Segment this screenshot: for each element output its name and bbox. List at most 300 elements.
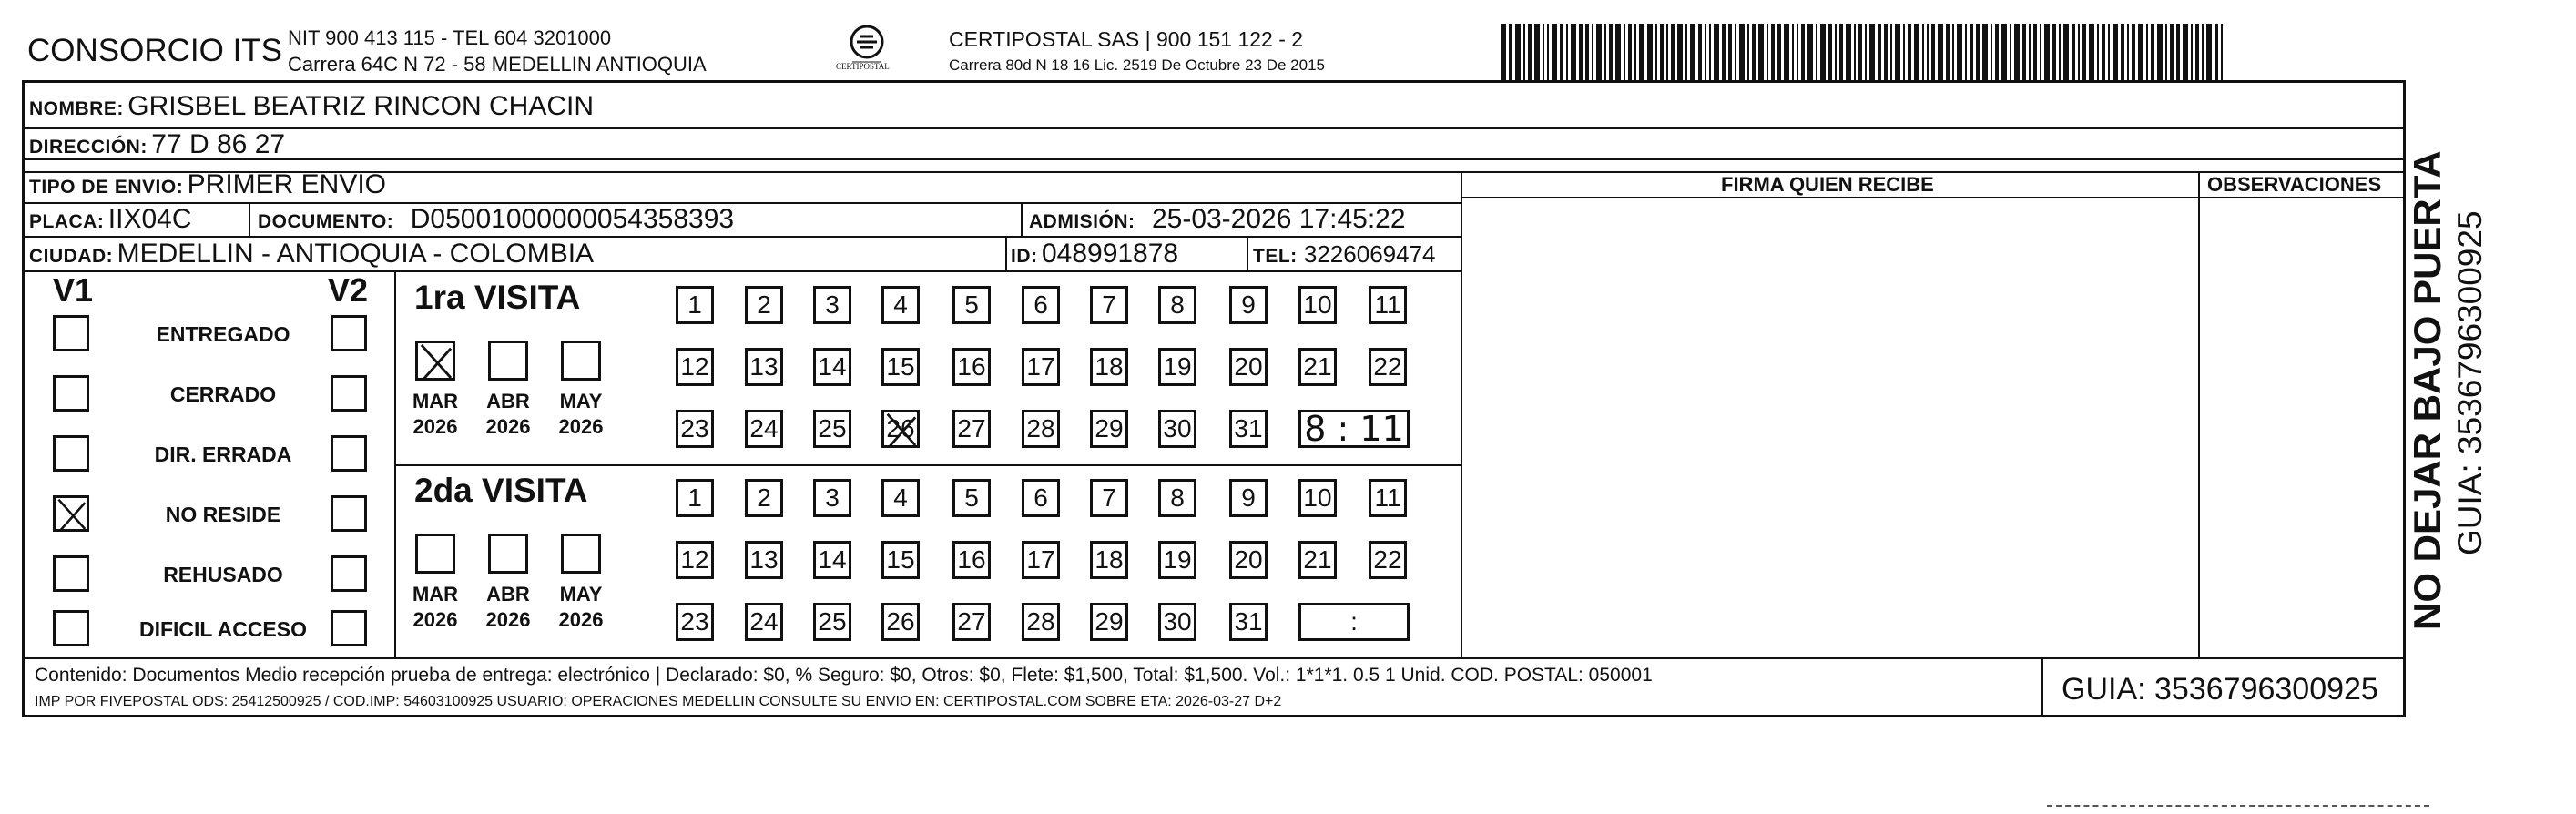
barcode-bar [2206, 24, 2212, 82]
recipient-name: GRISBEL BEATRIZ RINCON CHACIN [127, 91, 595, 121]
barcode-bar [1957, 24, 1962, 82]
visit-1-day-22[interactable] [1369, 348, 1407, 386]
barcode-bar [2022, 24, 2026, 82]
visit-1-month-checkbox[interactable] [415, 341, 455, 381]
barcode-bar [2127, 24, 2129, 82]
visit-2-day-26[interactable] [881, 603, 920, 641]
day-number: 10 [1303, 290, 1332, 319]
day-number: 22 [1373, 545, 1402, 574]
barcode-bar [1543, 24, 1544, 82]
v1-checkbox-dificil-acceso[interactable] [53, 610, 89, 646]
barcode-bar [1596, 24, 1602, 82]
visit-1-day-2[interactable] [745, 286, 783, 324]
visit-2-time-field[interactable] [1298, 603, 1410, 641]
barcode-bar [1938, 24, 1943, 82]
barcode-bar [1677, 24, 1683, 82]
visit-2-day-6[interactable] [1022, 479, 1060, 517]
carrier-logo [830, 22, 903, 80]
day-number: 3 [825, 483, 840, 512]
visit-2-day-15[interactable] [881, 541, 920, 579]
visit-1-day-21[interactable] [1298, 348, 1337, 386]
visit-2-day-29[interactable] [1090, 603, 1128, 641]
barcode-bar [2121, 24, 2124, 82]
visit-1-month-label: MAR [412, 390, 459, 412]
barcode-bar [1976, 24, 1980, 82]
day-number: 8 [1170, 483, 1185, 512]
visit-1-day-31[interactable] [1229, 410, 1268, 448]
visit-1-day-24[interactable] [745, 410, 783, 448]
day-number: 20 [1234, 545, 1263, 574]
day-number: 4 [893, 290, 908, 319]
barcode-bar [2165, 24, 2167, 82]
visit-2-month-checkbox[interactable] [561, 534, 601, 574]
barcode-bar [1747, 24, 1749, 82]
document-value: D05001000000054358393 [410, 204, 735, 234]
barcode-bar [1515, 24, 1521, 82]
visit-2-day-9[interactable] [1229, 479, 1268, 517]
barcode-bar [1634, 24, 1636, 82]
visit-1-day-3[interactable] [813, 286, 851, 324]
barcode-bar [1908, 24, 1911, 82]
side-guide-number: GUIA: 3536796300925 [2451, 210, 2489, 555]
visit-1-day-20[interactable] [1229, 348, 1268, 386]
barcode-bar [2132, 24, 2135, 82]
barcode-bar [1927, 24, 1929, 82]
barcode-bar [2102, 24, 2105, 82]
barcode-bar [2138, 24, 2143, 82]
check-mark-icon [418, 343, 453, 378]
company-nit: NIT 900 413 115 - TEL 604 3201000 [288, 26, 612, 49]
barcode-bar [1895, 24, 1900, 82]
barcode-bar [1914, 24, 1919, 82]
barcode-bar [1854, 24, 1856, 82]
barcode-bar [1792, 24, 1794, 82]
visit-2-month-label: MAY [559, 583, 603, 605]
visit-1-day-11[interactable] [1369, 286, 1407, 324]
shipment-type-row [29, 169, 386, 200]
barcode-bar [2044, 24, 2050, 82]
barcode-bar [1777, 24, 1781, 82]
document-label: DOCUMENTO: [258, 211, 394, 232]
day-number: 9 [1241, 290, 1256, 319]
barcode-bar [2052, 24, 2056, 82]
city-label: CIUDAD: [29, 246, 114, 267]
barcode-bar [1728, 24, 1732, 82]
visit-1-year-label: 2026 [558, 415, 604, 438]
barcode-bar [1739, 24, 1745, 82]
day-number: 6 [1033, 483, 1048, 512]
visit-2-year-label: 2026 [485, 608, 531, 631]
visit-2-year-label: 2026 [412, 608, 458, 631]
barcode-bar [1982, 24, 1988, 82]
visit-1-day-26[interactable] [881, 410, 920, 448]
v2-checkbox-dificil-acceso[interactable] [331, 610, 367, 646]
plate-value: IIX04C [107, 204, 192, 234]
visit-1-year-label: 2026 [485, 415, 531, 438]
barcode-bar [1965, 24, 1967, 82]
day-number: 20 [1234, 352, 1263, 381]
logo-caption: CERTIPOSTAL [836, 62, 890, 71]
status-option-label: CERRADO [169, 382, 277, 406]
barcode-bar [1839, 24, 1843, 82]
barcode-bar [1931, 24, 1935, 82]
barcode-bar [1609, 24, 1613, 82]
visit-1-month-label: ABR [486, 390, 530, 412]
carrier-address: Carrera 80d N 18 16 Lic. 2519 De Octubre 23 De 2015 [949, 56, 1325, 74]
visit-1-time-field[interactable] [1298, 410, 1410, 448]
barcode-bar [1534, 24, 1540, 82]
name-label: NOMBRE: [29, 98, 124, 119]
barcode-bar [2176, 24, 2180, 82]
v2-checkbox-entregado[interactable] [331, 315, 367, 351]
barcode-bar [1501, 24, 1506, 82]
visit-1-day-10[interactable] [1298, 286, 1337, 324]
v2-checkbox-rehusado[interactable] [331, 555, 367, 592]
day-number: 4 [893, 483, 908, 512]
barcode-bar [1566, 24, 1568, 82]
v2-checkbox-dir-errada[interactable] [331, 435, 367, 472]
status-option-label: DIFICIL ACCESO [138, 617, 307, 641]
barcode [1501, 24, 2225, 82]
barcode-bar [1807, 24, 1813, 82]
visit-1-day-29[interactable] [1090, 410, 1128, 448]
barcode-bar [2063, 24, 2069, 82]
barcode-bar [2078, 24, 2080, 82]
barcode-bar [1784, 24, 1789, 82]
day-number: 29 [1095, 607, 1124, 636]
visit-1-day-7[interactable] [1090, 286, 1128, 324]
barcode-bar [1698, 24, 1702, 82]
barcode-bar [1624, 24, 1625, 82]
visit-1-day-14[interactable] [813, 348, 851, 386]
visit-2-day-8[interactable] [1158, 479, 1196, 517]
day-number: 24 [749, 414, 779, 443]
day-number: 23 [680, 607, 709, 636]
visit-2-day-30[interactable] [1158, 603, 1196, 641]
status-option-label: NO RESIDE [165, 503, 281, 526]
barcode-bar [1571, 24, 1576, 82]
barcode-bar [1922, 24, 1924, 82]
visit-1-day-25[interactable] [813, 410, 851, 448]
admission-label: ADMISIÓN: [1029, 211, 1135, 232]
barcode-bar [2151, 24, 2154, 82]
visit-1-day-4[interactable] [881, 286, 920, 324]
signature-column-header: FIRMA QUIEN RECIBE [1721, 173, 1934, 196]
day-number: 12 [680, 545, 709, 574]
visit-1-day-8[interactable] [1158, 286, 1196, 324]
barcode-bar [1592, 24, 1593, 82]
day-number: 28 [1026, 607, 1055, 636]
v2-checkbox-no-reside[interactable] [331, 495, 367, 532]
footer-guide-number: GUIA: 3536796300925 [2062, 672, 2378, 707]
id-field [1011, 239, 1178, 270]
barcode-bar [1528, 24, 1532, 82]
visit-2-day-14[interactable] [813, 541, 851, 579]
v1-checkbox-dir-errada[interactable] [53, 435, 89, 472]
visit-2-day-28[interactable] [1022, 603, 1060, 641]
day-number: 30 [1163, 607, 1192, 636]
v1-header: V1 [53, 271, 94, 309]
barcode-bar [1509, 24, 1512, 82]
imprint-line: IMP POR FIVEPOSTAL ODS: 25412500925 / COD.IMP: 54603100925 USUARIO: OPERACIONES MEDELLIN CONSULTE SU ENVIO EN: CERTIPOSTAL.COM SOBRE ETA: 2026-03-27 D+2 [35, 694, 1282, 709]
day-number: 19 [1163, 352, 1192, 381]
day-number: 15 [886, 545, 915, 574]
v1-checkbox-cerrado[interactable] [53, 375, 89, 412]
barcode-bar [1758, 24, 1764, 82]
company-address: Carrera 64C N 72 - 58 MEDELLIN ANTIOQUIA [288, 53, 707, 76]
barcode-bar [2202, 24, 2204, 82]
day-number: 14 [818, 545, 847, 574]
visit-2-month-checkbox[interactable] [488, 534, 528, 574]
day-number: 31 [1234, 607, 1263, 636]
visit-2-day-4[interactable] [881, 479, 920, 517]
visit-2-day-11[interactable] [1369, 479, 1407, 517]
day-number: 5 [964, 483, 979, 512]
v1-checkbox-no-reside[interactable] [53, 495, 89, 532]
barcode-bar [1666, 24, 1668, 82]
day-number: 13 [749, 352, 779, 381]
v1-checkbox-rehusado[interactable] [53, 555, 89, 592]
day-number: 21 [1303, 352, 1332, 381]
barcode-bar [1560, 24, 1563, 82]
check-mark-icon [56, 498, 87, 529]
barcode-bar [1604, 24, 1606, 82]
status-option-label: DIR. ERRADA [154, 443, 292, 466]
barcode-bar [1991, 24, 1992, 82]
check-mark-icon [884, 412, 917, 445]
barcode-bar [1903, 24, 1905, 82]
barcode-bar [2170, 24, 2174, 82]
visit-1-month-checkbox[interactable] [561, 341, 601, 381]
no-under-door-notice: NO DEJAR BAJO PUERTA [2406, 150, 2449, 630]
barcode-bar [2221, 24, 2223, 82]
barcode-bar [2195, 24, 2199, 82]
day-number: 7 [1102, 483, 1116, 512]
barcode-bar [1846, 24, 1851, 82]
barcode-bar [1878, 24, 1881, 82]
barcode-bar [1547, 24, 1549, 82]
barcode-bar [1628, 24, 1632, 82]
day-number: 17 [1026, 352, 1055, 381]
day-number: 16 [957, 352, 986, 381]
day-number: 16 [957, 545, 986, 574]
day-number: 19 [1163, 545, 1192, 574]
day-number: 7 [1102, 290, 1116, 319]
barcode-bar [2059, 24, 2061, 82]
day-number: 24 [749, 607, 779, 636]
day-number: 26 [886, 414, 915, 443]
visit-1-day-1[interactable] [676, 286, 714, 324]
day-number: 5 [964, 290, 979, 319]
city-field [29, 239, 594, 270]
barcode-bar [1884, 24, 1888, 82]
id-value: 048991878 [1041, 239, 1179, 269]
tel-field [1253, 240, 1436, 269]
plate-field [29, 204, 192, 235]
day-number: 1 [687, 290, 702, 319]
barcode-bar [2072, 24, 2075, 82]
visit-2-day-7[interactable] [1090, 479, 1128, 517]
tel-value: 3226069474 [1303, 240, 1436, 268]
visit-1-day-16[interactable] [952, 348, 991, 386]
day-number: 27 [957, 414, 986, 443]
visit-2-month-checkbox[interactable] [415, 534, 455, 574]
day-number: 28 [1026, 414, 1055, 443]
bottom-edge-line [2047, 805, 2429, 807]
visit-2-day-25[interactable] [813, 603, 851, 641]
day-number: 10 [1303, 483, 1332, 512]
day-number: 31 [1234, 414, 1263, 443]
day-number: 17 [1026, 545, 1055, 574]
visit-1-day-5[interactable] [952, 286, 991, 324]
document-field [258, 204, 734, 235]
barcode-bar [1952, 24, 1954, 82]
visit-2-day-10[interactable] [1298, 479, 1337, 517]
visit-1-month-checkbox[interactable] [488, 341, 528, 381]
day-number: 12 [680, 352, 709, 381]
barcode-bar [1690, 24, 1695, 82]
visit-1-day-18[interactable] [1090, 348, 1128, 386]
barcode-bar [1865, 24, 1867, 82]
barcode-bar [2010, 24, 2011, 82]
barcode-bar [2183, 24, 2188, 82]
visit-1-day-13[interactable] [745, 348, 783, 386]
barcode-bar [1752, 24, 1756, 82]
day-number: 13 [749, 545, 779, 574]
barcode-bar [1523, 24, 1525, 82]
tel-label: TEL: [1253, 246, 1298, 267]
visit-2-day-18[interactable] [1090, 541, 1128, 579]
barcode-bar [2001, 24, 2007, 82]
visit-2-day-17[interactable] [1022, 541, 1060, 579]
visit-2-title: 2da VISITA [414, 472, 588, 509]
visit-2-day-2[interactable] [745, 479, 783, 517]
address-label: DIRECCIÓN: [29, 137, 148, 158]
barcode-bar [2029, 24, 2031, 82]
day-number: 18 [1095, 545, 1124, 574]
barcode-bar [1685, 24, 1687, 82]
company-name: CONSORCIO ITS [27, 33, 283, 68]
barcode-bar [2215, 24, 2218, 82]
barcode-bar [1639, 24, 1644, 82]
day-number: 2 [757, 483, 771, 512]
carrier-name: CERTIPOSTAL SAS | 900 151 122 - 2 [949, 27, 1304, 51]
day-number: 15 [886, 352, 915, 381]
recipient-address: 77 D 86 27 [151, 129, 286, 159]
barcode-bar [1705, 24, 1706, 82]
barcode-bar [2157, 24, 2163, 82]
day-number: 9 [1241, 483, 1256, 512]
day-number: 25 [818, 414, 847, 443]
barcode-bar [2040, 24, 2041, 82]
day-number: 11 [1374, 290, 1401, 319]
barcode-bar [2082, 24, 2086, 82]
day-number: 25 [818, 607, 847, 636]
visit-2-day-16[interactable] [952, 541, 991, 579]
visit-2-month-label: ABR [486, 583, 530, 605]
visit-1-day-27[interactable] [952, 410, 991, 448]
barcode-bar [1835, 24, 1837, 82]
status-option-label: ENTREGADO [156, 322, 290, 346]
barcode-bar [1970, 24, 1973, 82]
barcode-bar [1869, 24, 1875, 82]
barcode-bar [1816, 24, 1817, 82]
day-number: 30 [1163, 414, 1192, 443]
visit-1-day-19[interactable] [1158, 348, 1196, 386]
visit-1-day-6[interactable] [1022, 286, 1060, 324]
barcode-bar [1579, 24, 1583, 82]
visit-2-day-1[interactable] [676, 479, 714, 517]
barcode-bar [1797, 24, 1798, 82]
barcode-bar [1709, 24, 1711, 82]
barcode-bar [2089, 24, 2094, 82]
admission-field [1029, 204, 1406, 235]
day-number: 6 [1033, 290, 1048, 319]
visit-2-day-12[interactable] [676, 541, 714, 579]
observations-column-header: OBSERVACIONES [2207, 173, 2382, 196]
contents-line: Contenido: Documentos Medio recepción prueba de entrega: electrónico | Declarado: $0, % Seguro: $0, Otros: $0, Flete: $1,500, Total: $1,500. Vol.: 1*1*1. 0.5 1 Unid. COD. POSTAL: 050001 [35, 665, 1653, 686]
barcode-bar [1655, 24, 1657, 82]
visit-2-day-21[interactable] [1298, 541, 1337, 579]
barcode-bar [1671, 24, 1675, 82]
v2-checkbox-cerrado[interactable] [331, 375, 367, 412]
day-number: 21 [1303, 545, 1332, 574]
barcode-bar [1714, 24, 1719, 82]
day-number: 14 [818, 352, 847, 381]
visit-2-day-3[interactable] [813, 479, 851, 517]
visit-1-day-12[interactable] [676, 348, 714, 386]
certipostal-logo-icon [830, 22, 903, 80]
visit-1-day-28[interactable] [1022, 410, 1060, 448]
status-option-label: REHUSADO [163, 563, 283, 586]
visit-2-day-5[interactable] [952, 479, 991, 517]
visit-2-day-20[interactable] [1229, 541, 1268, 579]
visit-2-year-label: 2026 [558, 608, 604, 631]
day-number: 22 [1373, 352, 1402, 381]
day-number: 26 [886, 607, 915, 636]
barcode-bar [1552, 24, 1557, 82]
barcode-bar [2191, 24, 2193, 82]
day-number: 18 [1095, 352, 1124, 381]
barcode-bar [1585, 24, 1589, 82]
visit-1-day-17[interactable] [1022, 348, 1060, 386]
shipment-type: PRIMER ENVIO [187, 169, 387, 199]
visit-2-day-31[interactable] [1229, 603, 1268, 641]
visit-1-day-9[interactable] [1229, 286, 1268, 324]
name-row [29, 91, 594, 122]
barcode-bar [1995, 24, 1999, 82]
visit-2-day-23[interactable] [676, 603, 714, 641]
v1-checkbox-entregado[interactable] [53, 315, 89, 351]
visit-1-day-15[interactable] [881, 348, 920, 386]
barcode-bar [1801, 24, 1805, 82]
barcode-bar [1890, 24, 1892, 82]
barcode-bar [2108, 24, 2110, 82]
visit-2-day-24[interactable] [745, 603, 783, 641]
day-number: 3 [825, 290, 840, 319]
barcode-bar [2097, 24, 2099, 82]
visit-1-day-30[interactable] [1158, 410, 1196, 448]
barcode-bar [1828, 24, 1832, 82]
day-number: 11 [1374, 483, 1401, 512]
visit-2-day-22[interactable] [1369, 541, 1407, 579]
visit-1-year-label: 2026 [412, 415, 458, 438]
visit-2-day-19[interactable] [1158, 541, 1196, 579]
barcode-bar [1722, 24, 1726, 82]
visit-2-day-27[interactable] [952, 603, 991, 641]
visit-1-day-23[interactable] [676, 410, 714, 448]
visit-2-day-13[interactable] [745, 541, 783, 579]
